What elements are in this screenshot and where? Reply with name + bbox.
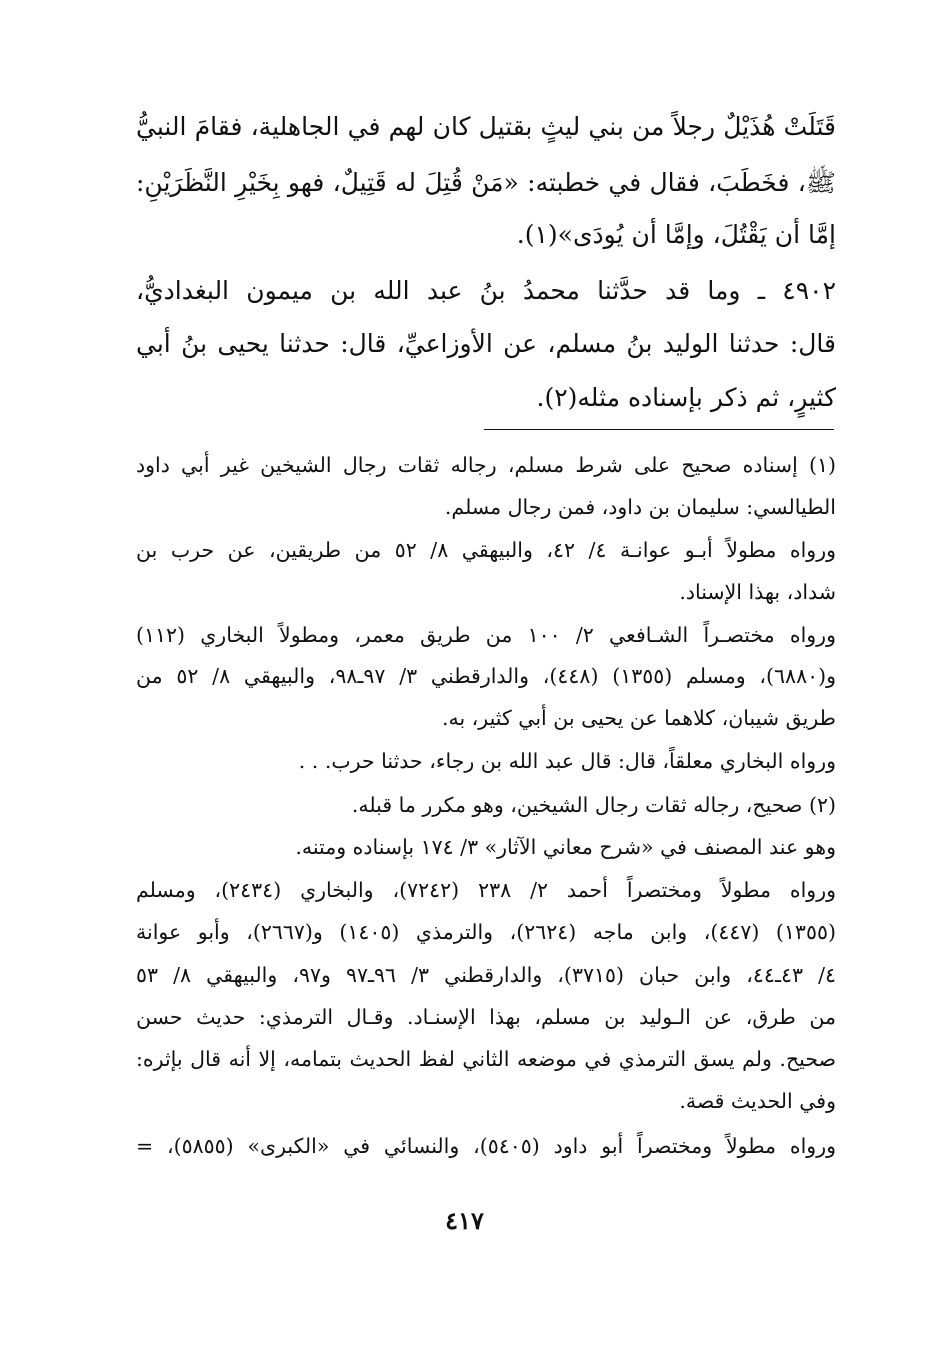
footnote-line: ورواه مختصـراً الشـافعي ٢/ ١٠٠ من طريق معمر، ومطولاً البخاري (١١٢)	[136, 623, 836, 647]
footnote-line: ورواه البخاري معلقاً، قال: قال عبد الله بن رجاء، حدثنا حرب. . .	[298, 749, 836, 773]
footnote-line: (١) إسناده صحيح على شرط مسلم، رجاله ثقات رجال الشيخين غير أبي داود	[136, 453, 836, 477]
footnote-line: شداد، بهذا الإسناد.	[679, 580, 836, 604]
footnote-line: وفي الحديث قصة.	[679, 1089, 836, 1113]
main-line: إمَّا أن يَقْتُلَ، وإمَّا أن يُودَى»(١).	[516, 220, 836, 249]
footnote-line: طريق شيبان، كلاهما عن يحيى بن أبي كثير، به.	[441, 706, 836, 730]
main-line: كثيرٍ، ثم ذكر بإسناده مثله(٢).	[536, 383, 836, 412]
footnote-separator	[484, 429, 834, 430]
footnote-line: ٤/ ٤٣ـ٤٤، وابن حبان (٣٧١٥)، والدارقطني ٣/ ٩٦ـ٩٧ و٩٧، والبيهقي ٨/ ٥٣	[136, 963, 836, 987]
footnote-line: ورواه مطولاً ومختصراً أحمد ٢/ ٢٣٨ (٧٢٤٢)، والبخاري (٢٤٣٤)، ومسلم	[136, 878, 836, 902]
main-line: قَتَلَتْ هُذَيْلٌ رجلاً من بني ليثٍ بقتيل كان لهم في الجاهلية، فقامَ النبيُّ	[136, 112, 836, 141]
page-number: ٤١٧	[445, 1206, 484, 1235]
footnote-line: (١٣٥٥) (٤٤٧)، وابن ماجه (٢٦٢٤)، والترمذي (١٤٠٥) و(٢٦٦٧)، وأبو عوانة	[136, 920, 836, 944]
footnote-line: وهو عند المصنف في «شرح معاني الآثار» ٣/ ١٧٤ بإسناده ومتنه.	[295, 835, 836, 859]
footnote-line: الطيالسي: سليمان بن داود، فمن رجال مسلم.	[444, 495, 836, 519]
main-line: ٤٩٠٢ ـ وما قد حدَّثنا محمدُ بنُ عبد الله بن ميمون البغداديُّ،	[136, 276, 836, 305]
footnote-line: من طرق، عن الـوليد بن مسلم، بهذا الإسنـاد. وقـال الترمذي: حديث حسن	[136, 1005, 836, 1029]
main-line: قال: حدثنا الوليد بنُ مسلم، عن الأوزاعيِّ، قال: حدثنا يحيى بنُ أبي	[136, 329, 836, 358]
footnote-line: و(٦٨٨٠)، ومسلم (١٣٥٥) (٤٤٨)، والدارقطني ٣/ ٩٧ـ٩٨، والبيهقي ٨/ ٥٢ من	[136, 664, 836, 688]
footnote-line: (٢) صحيح، رجاله ثقات رجال الشيخين، وهو مكرر ما قبله.	[351, 793, 836, 817]
footnote-line: ورواه مطولاً ومختصراً أبو داود (٥٤٠٥)، والنسائي في «الكبرى» (٥٨٥٥)، =	[136, 1134, 836, 1158]
footnote-line: صحيح. ولم يسق الترمذي في موضعه الثاني لفظ الحديث بتمامه، إلا أنه قال بإثره:	[136, 1047, 836, 1071]
footnote-line: ورواه مطولاً أبـو عوانـة ٤/ ٤٢، والبيهقي ٨/ ٥٢ من طريقين، عن حرب بن	[136, 538, 836, 562]
main-line: ﷺ، فخَطَبَ، فقال في خطبته: «مَنْ قُتِلَ له قَتِيلٌ، فهو بِخَيْرِ النَّظَرَيْنِ:	[136, 168, 836, 197]
